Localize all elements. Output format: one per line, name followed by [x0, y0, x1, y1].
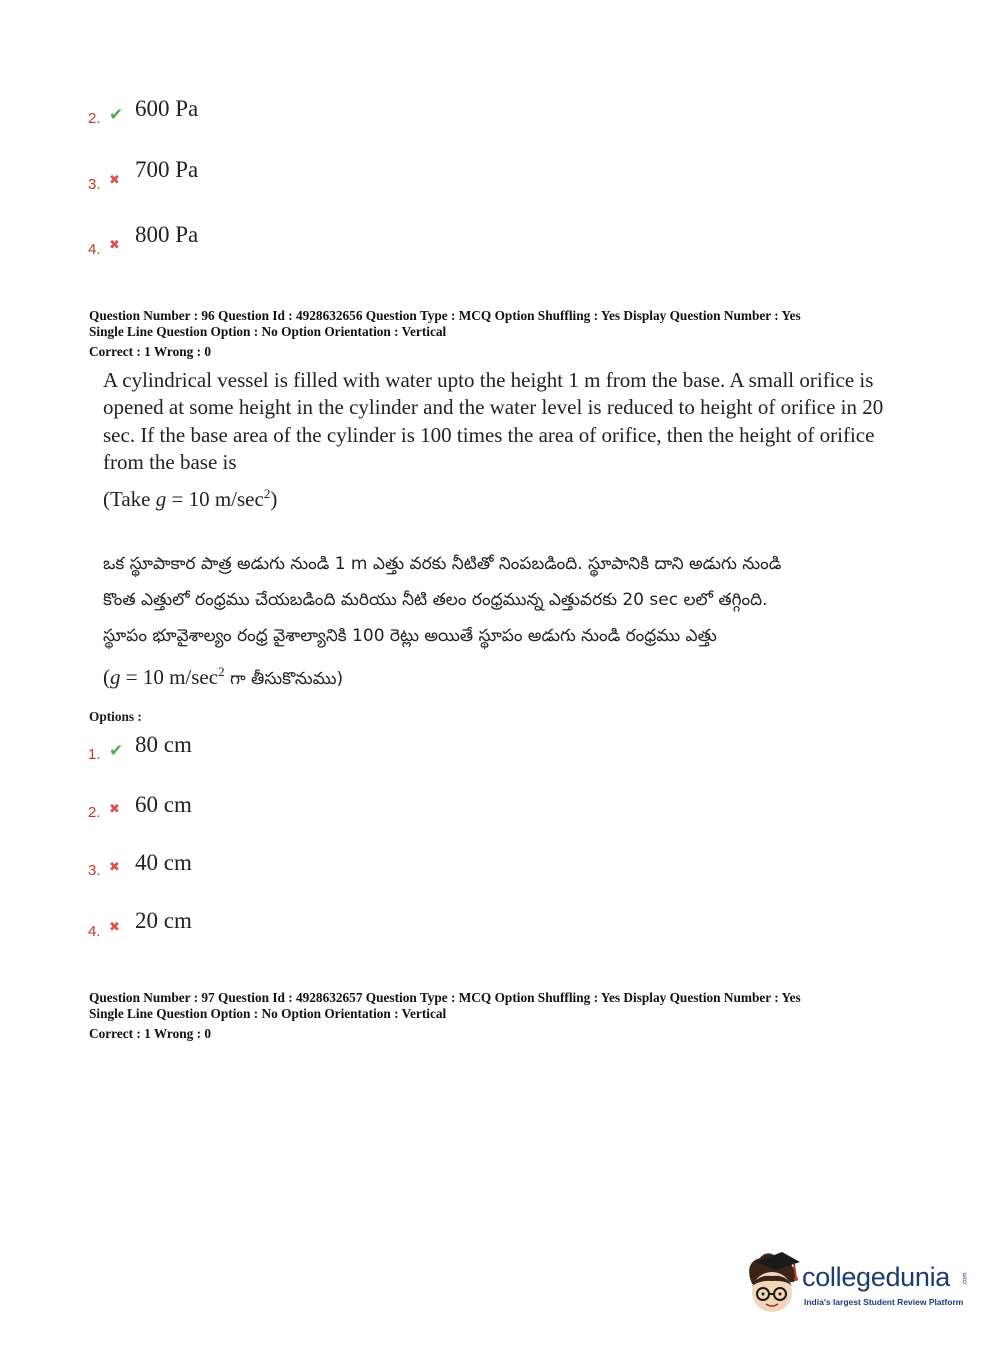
question-meta [89, 308, 801, 360]
collegedunia-logo [742, 1248, 972, 1320]
question-hint: (Take g = 10 $m/\sec^2$) [103, 486, 278, 512]
option-value: 20 cm [135, 908, 192, 933]
option-number: 4. [88, 241, 101, 258]
cross-icon: ✖ [109, 802, 120, 817]
option-value: 700 Pa [135, 157, 199, 182]
option-number: 4. [88, 923, 101, 940]
telugu-hint: (g = 10 $m/\sec^2$ గా తీసుకొనుము) [103, 664, 344, 689]
meta-line: Single Line Question Option : No Option Orientation : Vertical [89, 1006, 447, 1021]
meta-line: Question Number : 96 Question Id : 4928632656 Question Type : MCQ Option Shuffling : Yes Display Question Number : Yes [89, 308, 801, 323]
check-icon: ✔ [109, 741, 124, 761]
cross-icon: ✖ [109, 920, 120, 935]
cross-icon: ✖ [109, 860, 120, 875]
cross-icon: ✖ [109, 173, 120, 188]
option-value: 800 Pa [135, 222, 199, 247]
brand-dotcom: .com [962, 1272, 969, 1286]
option-value: 40 cm [135, 850, 192, 875]
option-number: 2. [88, 804, 101, 821]
option-number: 3. [88, 176, 101, 193]
telugu-line: స్థూపం భూవైశాల్యం రంధ్ర వైశాల్యానికి 100 రెట్లు అయితే స్థూపం అడుగు నుండి రంధ్రము ఎత్తు [103, 626, 717, 646]
cross-icon: ✖ [109, 238, 120, 253]
check-icon: ✔ [109, 105, 124, 125]
question-text-telugu [103, 546, 903, 697]
meta-line: Correct : 1 Wrong : 0 [89, 344, 211, 359]
question-meta [89, 990, 801, 1042]
option-value: 80 cm [135, 732, 192, 757]
question-text-english [103, 367, 893, 513]
mascot-icon [742, 1248, 802, 1320]
option-number: 2. [88, 110, 101, 127]
meta-line: Question Number : 97 Question Id : 4928632657 Question Type : MCQ Option Shuffling : Yes Display Question Number : Yes [89, 990, 801, 1005]
telugu-line: ఒక స్థూపాకార పాత్ర అడుగు నుండి 1 m ఎత్తు వరకు నీటితో నింపబడింది. స్థూపానికి దాని అడుగు నుండి [103, 554, 782, 574]
option-number: 3. [88, 862, 101, 879]
brand-tagline: India's largest Student Review Platform [804, 1297, 964, 1307]
brand-name: collegedunia [802, 1262, 951, 1292]
option-value: 60 cm [135, 792, 192, 817]
meta-line: Correct : 1 Wrong : 0 [89, 1026, 211, 1041]
option-number: 1. [88, 746, 101, 763]
telugu-line: కొంత ఎత్తులో రంధ్రము చేయబడింది మరియు నీటి తలం రంధ్రమున్న ఎత్తువరకు 20 sec లలో తగ్గింది. [103, 590, 768, 610]
options-label: Options : [89, 709, 142, 724]
meta-line: Single Line Question Option : No Option Orientation : Vertical [89, 324, 447, 339]
option-value: 600 Pa [135, 96, 199, 121]
question-body: A cylindrical vessel is filled with water upto the height 1 m from the base. A small orifice is opened at some height in the cylinder and the water level is reduced to height of orifice in 20 sec. If the base area of the cylinder is 100 times the area of orifice, then the height of orifice from the base is [103, 368, 884, 474]
